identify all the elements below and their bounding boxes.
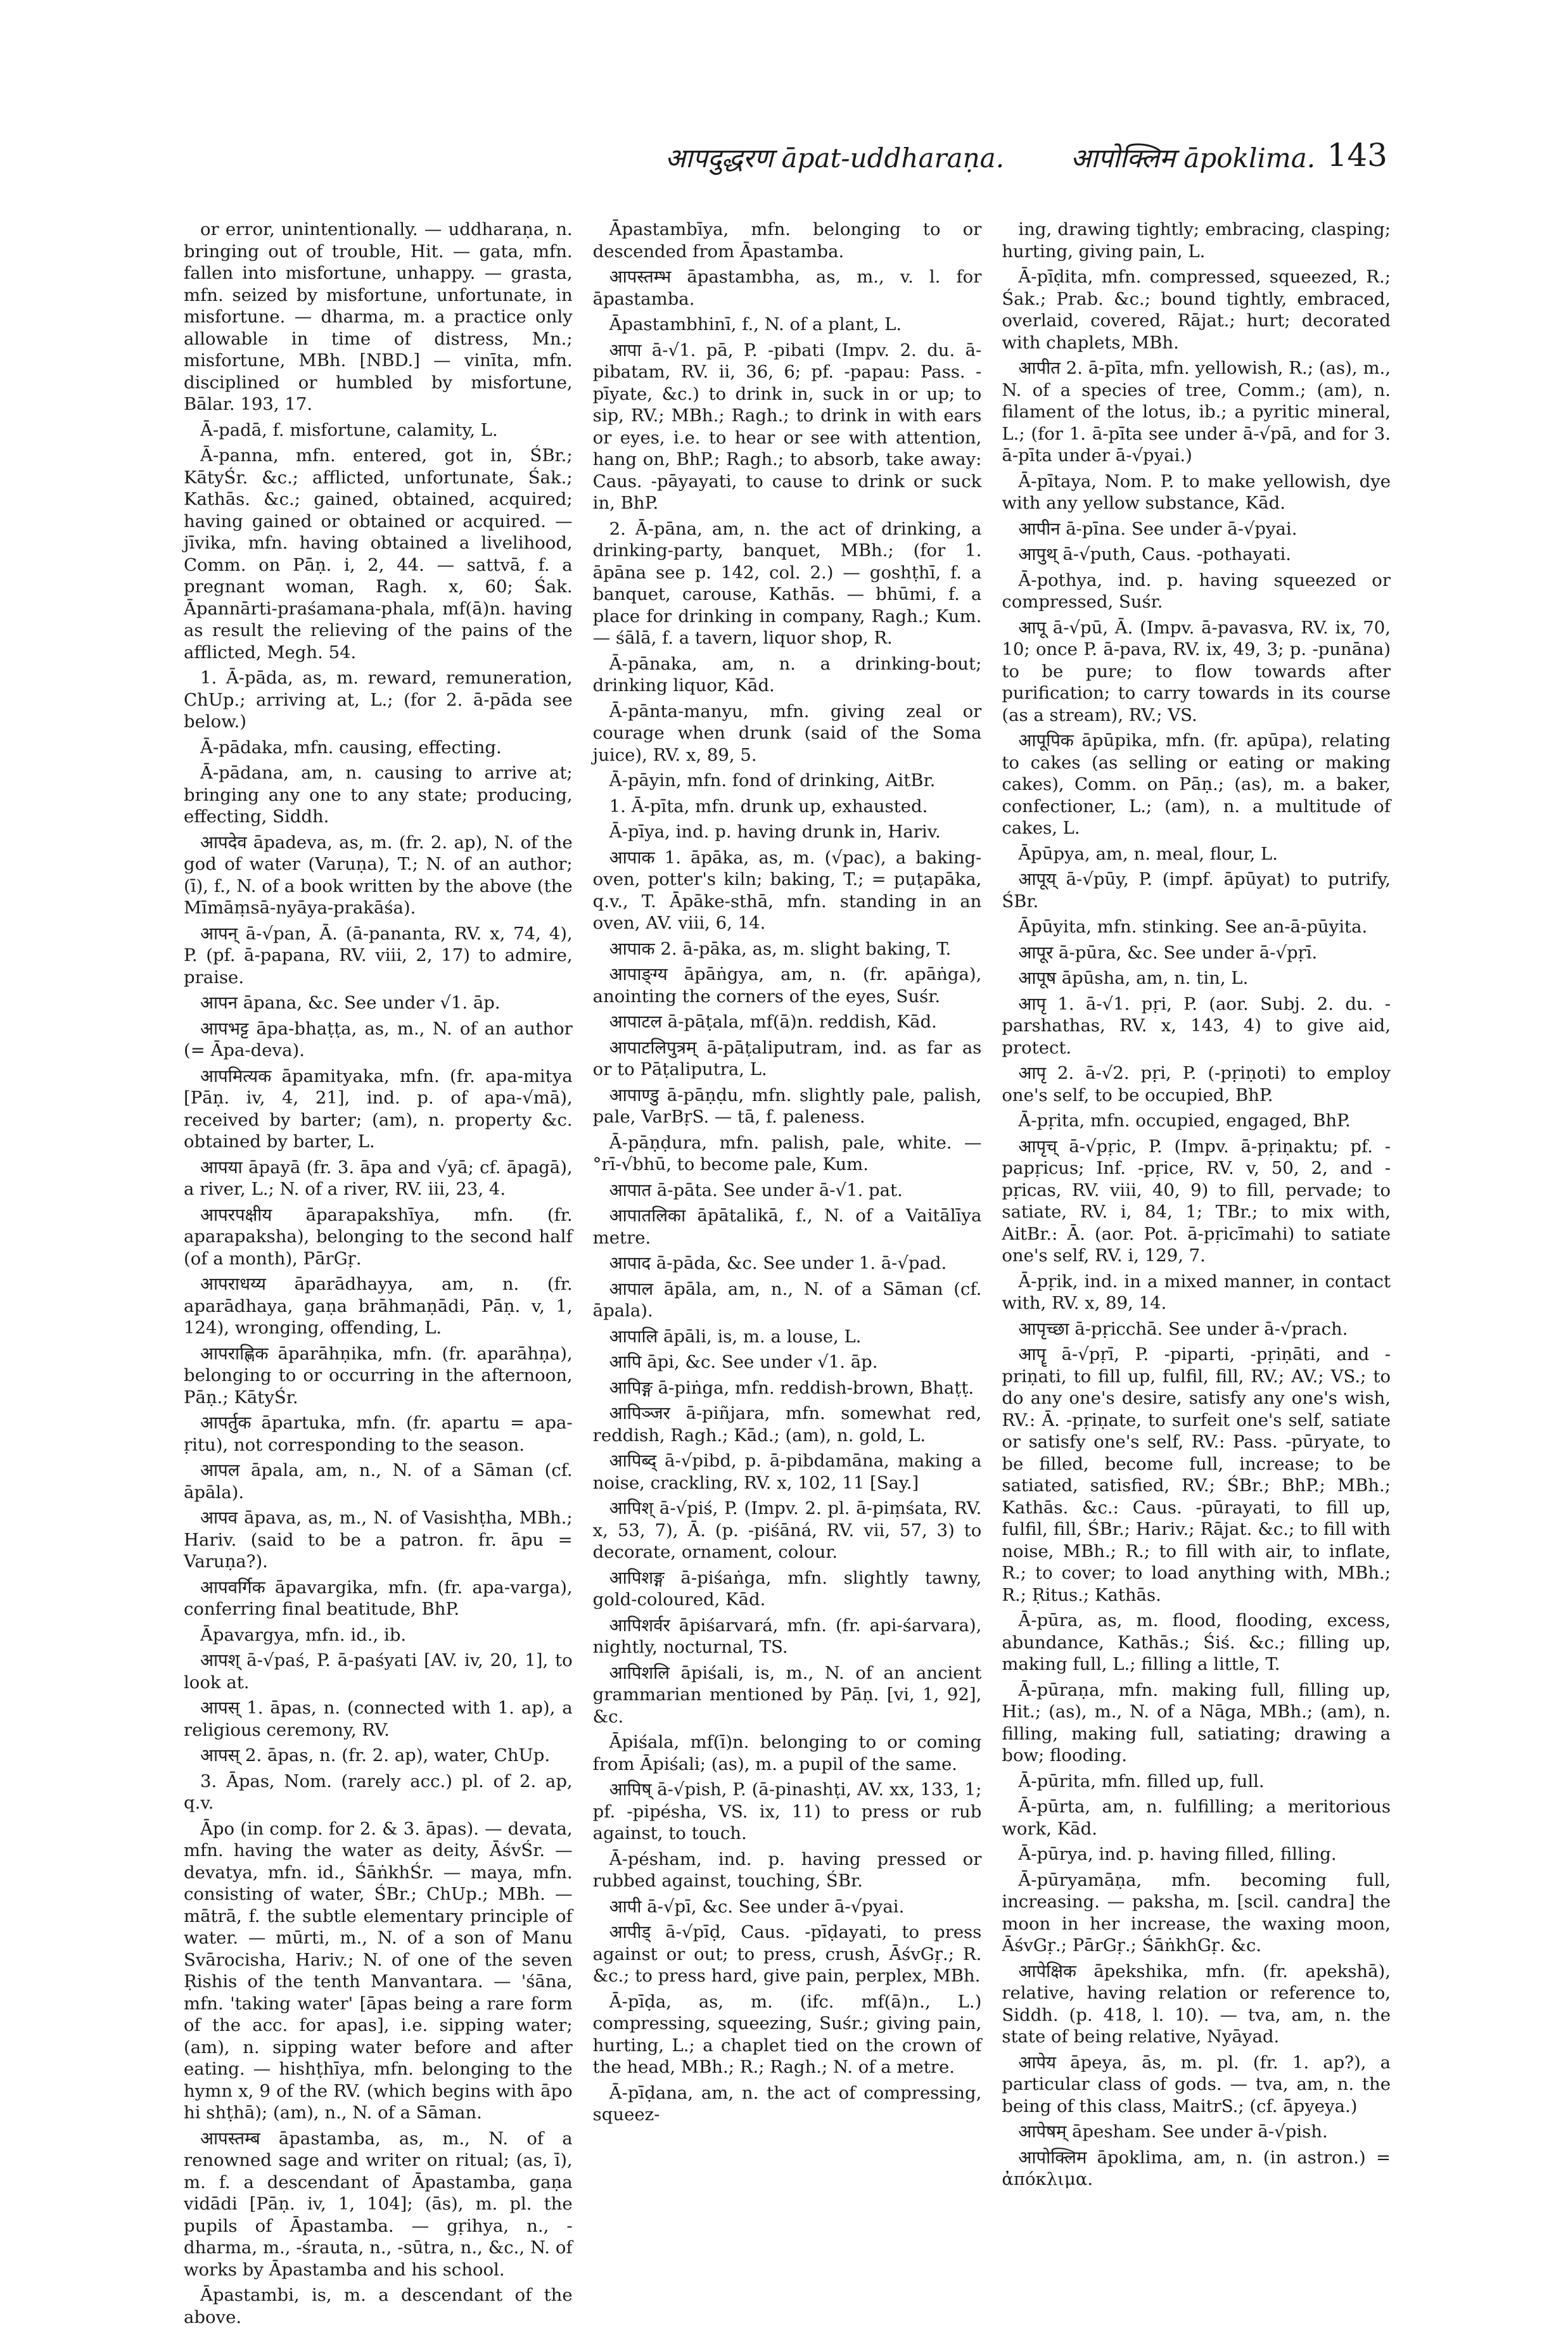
- dictionary-entry: आपीत 2. ā-pīta, mfn. yellowish, R.; (as), m., N. of a species of tree, Comm.; (am), n. filament of the lotus, ib.; a pyritic mineral, L.; (for 1. ā-pīta see under ā-√pā, and for 3. ā-pīta under ā-√pyai.): [1002, 358, 1391, 466]
- dictionary-entry: आपराह्णिक āparāhṇika, mfn. (fr. aparāhṇa), belonging to or occurring in the afternoon, Pāṇ.; KātyŚr.: [184, 1343, 573, 1408]
- dictionary-entry: Ā-pītaya, Nom. P. to make yellowish, dye with any yellow substance, Kād.: [1002, 471, 1391, 513]
- right-running-head: आपोक्लिम āpoklima.: [1071, 143, 1316, 174]
- dictionary-entry: आपोक्लिम āpoklima, am, n. (in astron.) = ἀπόκλιμα.: [1002, 2147, 1391, 2189]
- dictionary-entry: Ā-pānta-manyu, mfn. giving zeal or courage when drunk (said of the Soma juice), RV. x, 89, 5.: [592, 701, 982, 765]
- dictionary-entry: Āpo (in comp. for 2. & 3. āpas). — devata, mfn. having the water as deity, ĀśvŚr. — devatya, mfn. id., ŚāṅkhŚr. — maya, mfn. consisting of water, ŚBr.; ChUp.; MBh. — mātrā, f. the subtle elementary principle of water. — mūrti, m., N. of a son of Manu Svārocisha, Hariv.; N. of one of the seven Ṛishis of the tenth Manvantara. — 'śāna, mfn. 'taking water' [āpas being a rare form of the acc. for apas], i.e. sipping water; (am), n. sipping water before and after eating. — hishṭhīya, mfn. belonging to the hymn x, 9 of the RV. (which begins with āpo hi shṭhā); (am), n., N. of a Sāman.: [184, 1818, 573, 2123]
- dictionary-entry: Ā-panna, mfn. entered, got in, ŚBr.; KātyŚr. &c.; afflicted, unfortunate, Śak.; Kathās. &c.; gained, obtained, acquired; having gained or obtained or acquired. — jīvika, mfn. having obtained a livelihood, Comm. on Pāṇ. i, 2, 44. — sattvā, f. a pregnant woman, Ragh. x, 60; Śak. Āpannārti-praśamana-phala, mf(ā)n. having as result the relieving of the pains of the afflicted, Megh. 54.: [184, 445, 573, 663]
- dictionary-entry: Āpiśala, mf(ī)n. belonging to or coming from Āpiśali; (as), m. a pupil of the same.: [592, 1732, 982, 1774]
- dictionary-entry: आपवर्गिक āpavargika, mfn. (fr. apa-varga), conferring final beatitude, BhP.: [184, 1577, 573, 1619]
- dictionary-entry: आपू ā-√pū, Ā. (Impv. ā-pavasva, RV. ix, 70, 10; once P. ā-pava, RV. ix, 49, 3; p. -punāna) to be pure; to flow towards after purification; to carry towards in its course (as a stream), RV.; VS.: [1002, 617, 1391, 725]
- dictionary-entry: Ā-pūrta, am, n. fulfilling; a meritorious work, Kād.: [1002, 1797, 1391, 1839]
- dictionary-entry: Ā-pīya, ind. p. having drunk in, Hariv.: [609, 822, 941, 842]
- dictionary-entry: आपी ā-√pī, &c. See under ā-√pyai.: [609, 1896, 905, 1917]
- dictionary-entry: आपाक 1. āpāka, as, m. (√pac), a baking-oven, potter's kiln; baking, T.; = puṭapāka, q.v., T. Āpāke-sthā, mfn. standing in an oven, AV. viii, 6, 14.: [592, 847, 982, 933]
- dictionary-entry: Ā-pésham, ind. p. having pressed or rubbed against, touching, ŚBr.: [592, 1848, 982, 1891]
- dictionary-entry: आपालि āpāli, is, m. a louse, L.: [609, 1326, 862, 1347]
- dictionary-entry: आपात ā-pāta. See under ā-√1. pat.: [609, 1180, 903, 1200]
- dictionary-entry: Āpavargya, mfn. id., ib.: [200, 1624, 407, 1645]
- dictionary-entry: आपिश् ā-√piś, P. (Impv. 2. pl. ā-piṃśata, RV. x, 53, 7), Ā. (p. -piśāná, RV. vii, 57, 3) to decorate, ornament, colour.: [592, 1498, 982, 1562]
- dictionary-entry: आपूय् ā-√pūy, P. (impf. āpūyat) to putrify, ŚBr.: [1002, 869, 1391, 912]
- dictionary-entry: आपीड् ā-√pīḍ, Caus. -pīḍayati, to press against or out; to press, crush, ĀśvGṛ.; R. &c.; to press hard, give pain, perplex, MBh.: [592, 1922, 982, 1986]
- dictionary-entry: आपिशलि āpiśali, is, m., N. of an ancient grammarian mentioned by Pāṇ. [vi, 1, 92], &c.: [592, 1662, 982, 1727]
- columns: [184, 219, 1391, 2327]
- dictionary-entry: आपस् 1. āpas, n. (connected with 1. ap), a religious ceremony, RV.: [184, 1698, 573, 1740]
- dictionary-entry: Ā-pūrya, ind. p. having filled, filling.: [1018, 1844, 1337, 1864]
- column-2: [593, 219, 982, 2170]
- dictionary-entry: आपाटलिपुत्रम् ā-pāṭaliputram, ind. as far as or to Pāṭaliputra, L.: [592, 1037, 982, 1079]
- dictionary-entry: Ā-pūra, as, m. flood, flooding, excess, abundance, Kathās.; Śiś. &c.; filling up, making full, L.; filling a little, T.: [1002, 1610, 1391, 1674]
- dictionary-entry: आपाटल ā-pāṭala, mf(ā)n. reddish, Kād.: [609, 1012, 937, 1032]
- dictionary-entry: Ā-pīḍa, as, m. (ifc. mf(ā)n., L.) compressing, squeezing, Suśr.; giving pain, hurting, L.; a chaplet tied on the crown of the head, MBh.; R.; Ragh.; N. of a metre.: [592, 1991, 982, 2077]
- dictionary-entry: Āpūyita, mfn. stinking. See an-ā-pūyita.: [1018, 917, 1368, 937]
- dictionary-entry: Āpastambīya, mfn. belonging to or descended from Āpastamba.: [592, 219, 982, 262]
- dictionary-entry: Ā-pṛita, mfn. occupied, engaged, BhP.: [1018, 1110, 1351, 1131]
- dictionary-entry: आपव āpava, as, m., N. of Vasishṭha, MBh.; Hariv. (said to be a patron. fr. āpu = Varuṇa?).: [184, 1508, 573, 1572]
- dictionary-entry: आपुथ् ā-√puth, Caus. -pothayati.: [1018, 544, 1292, 564]
- dictionary-entry: आपर्तुक āpartuka, mfn. (fr. apartu = apa-ṛitu), not corresponding to the season.: [184, 1413, 573, 1455]
- dictionary-entry: Ā-pāṇḍura, mfn. palish, pale, white. — °rī-√bhū, to become pale, Kum.: [592, 1132, 982, 1174]
- dictionary-entry: आपाल āpāla, am, n., N. of a Sāman (cf. āpala).: [592, 1278, 982, 1321]
- dictionary-entry: आपया āpayā (fr. 3. āpa and √yā; cf. āpagā), a river, L.; N. of a river, RV. iii, 23, 4.: [184, 1157, 573, 1199]
- dictionary-entry: आपाङ्ग्य āpāṅgya, am, n. (fr. apāṅga), anointing the corners of the eyes, Suśr.: [592, 964, 982, 1007]
- dictionary-entry: Ā-pūraṇa, mfn. making full, filling up, Hit.; (as), m., N. of a Nāga, MBh.; (am), n. filling, making full, satiating; drawing a bow; flooding.: [1002, 1679, 1391, 1765]
- left-running-head: आपदुद्धरण āpat-uddharaṇa.: [665, 143, 1005, 174]
- dictionary-entry: Āpūpya, am, n. meal, flour, L.: [1018, 843, 1278, 864]
- dictionary-entry: आपस्तम्भ āpastambha, as, m., v. l. for āpastamba.: [592, 267, 982, 309]
- dictionary-entry: ing, drawing tightly; embracing, clasping; hurting, giving pain, L.: [1002, 219, 1391, 262]
- dictionary-entry: आपदेव āpadeva, as, m. (fr. 2. ap), N. of the god of water (Varuṇa), T.; N. of an author; (ī), f., N. of a book written by the above (the Mīmāṃsā-nyāya-prakāśa).: [184, 832, 573, 918]
- dictionary-entry: Ā-pānaka, am, n. a drinking-bout; drinking liquor, Kād.: [592, 653, 982, 696]
- dictionary-entry: आपन् ā-√pan, Ā. (ā-pananta, RV. x, 74, 4), P. (pf. ā-papana, RV. viii, 2, 17) to admire, praise.: [184, 923, 573, 988]
- dictionary-entry: Āpastambi, is, m. a descendant of the above.: [184, 2285, 573, 2327]
- dictionary-entry: आपस् 2. āpas, n. (fr. 2. ap), water, ChUp.: [200, 1745, 551, 1765]
- dictionary-entry: Ā-pāyin, mfn. fond of drinking, AitBr.: [609, 770, 936, 791]
- dictionary-entry: आपा ā-√1. pā, P. -pibati (Impv. 2. du. ā-pibatam, RV. ii, 36, 6; pf. -papau: Pass. -pīyate, &c.) to drink in, suck in or up; to sip, RV.; MBh.; Ragh.; to drink in with ears or eyes, i.e. to hear or see with attention, hang on, BhP.; Ragh.; to absorb, take away: Caus. -pāyayati, to cause to drink or suck in, BhP.: [592, 340, 982, 513]
- dictionary-entry: आपृच् ā-√pṛic, P. (Impv. ā-pṛiṇaktu; pf. -papṛicus; Inf. -pṛice, RV. v, 50, 2, and -pṛicas, RV. viii, 40, 9) to fill, pervade; to satiate, RV. i, 84, 1; TBr.; to mix with, AitBr.: Ā. (aor. Pot. ā-pṛicīmahi) to satiate one's self, RV. i, 129, 7.: [1002, 1136, 1391, 1266]
- dictionary-entry: Ā-pīḍita, mfn. compressed, squeezed, R.; Śak.; Prab. &c.; bound tightly, embraced, overlaid, covered, Rājat.; hurt; decorated with chaplets, MBh.: [1002, 267, 1391, 353]
- dictionary-entry: आपाण्डु ā-pāṇḍu, mfn. slightly pale, palish, pale, VarBṛS. — tā, f. paleness.: [592, 1084, 982, 1127]
- dictionary-entry: आपल āpala, am, n., N. of a Sāman (cf. āpāla).: [184, 1460, 573, 1503]
- dictionary-entry: आपिशङ्ग ā-piśaṅga, mfn. slightly tawny, gold-coloured, Kād.: [592, 1567, 982, 1610]
- dictionary-entry: आपन āpana, &c. See under √1. āp.: [200, 993, 500, 1013]
- dictionary-entry: आपृ 1. ā-√1. pṛi, P. (aor. Subj. 2. du. -parshathas, RV. x, 143, 4) to give aid, protect.: [1002, 993, 1391, 1058]
- dictionary-entry: आपृ 2. ā-√2. pṛi, P. (-pṛiṇoti) to employ one's self, to be occupied, BhP.: [1002, 1063, 1391, 1105]
- dictionary-entry: Ā-pūrita, mfn. filled up, full.: [1018, 1771, 1265, 1791]
- page-header: [184, 127, 1387, 184]
- dictionary-entry: आपमित्यक āpamityaka, mfn. (fr. apa-mitya [Pāṇ. iv, 4, 21], ind. p. of apa-√mā), received by barter; (am), n. property &c. obtained by barter, L.: [184, 1065, 573, 1152]
- dictionary-entry: 1. Ā-pīta, mfn. drunk up, exhausted.: [609, 796, 928, 817]
- dictionary-entry: आपातलिका āpātalikā, f., N. of a Vaitālīya metre.: [592, 1205, 982, 1248]
- dictionary-entry: आपिञ्जर ā-piñjara, mfn. somewhat red, reddish, Ragh.; Kād.; (am), n. gold, L.: [592, 1403, 982, 1446]
- dictionary-entry: Ā-pādana, am, n. causing to arrive at; bringing any one to any state; producing, effecting, Siddh.: [184, 763, 573, 827]
- dictionary-entry: आपि āpi, &c. See under √1. āp.: [609, 1352, 878, 1372]
- dictionary-entry: आपॄ ā-√pṛī, P. -piparti, -pṛiṇāti, and -priṇati, to fill up, fulfil, fill, RV.; AV.; VS.; to do any one's desire, satisfy any one's wish, RV.: Ā. -pṛiṇate, to surfeit one's self, satiate or satisfy one's self, RV.: Pass. -pūryate, to be filled, become full, increase; to be satiated, satisfied, RV.; ŚBr.; BhP.; MBh.; Kathās. &c.: Caus. -pūrayati, to fill up, fulfil, fill, ŚBr.; Hariv.; Rājat. &c.; to fill with noise, MBh.; R.; to fill with air, to inflate, R.; to cover; to load anything with, MBh.; R.; Ṛitus.; Kathās.: [1002, 1344, 1391, 1605]
- column-1: [184, 219, 573, 2327]
- dictionary-entry: आपूर ā-pūra, &c. See under ā-√pṛī.: [1018, 942, 1318, 963]
- dictionary-entry: आपिब्द् ā-√pibd, p. ā-pibdamāna, making a noise, crackling, RV. x, 102, 11 [Say.]: [592, 1451, 982, 1493]
- dictionary-entry: 3. Āpas, Nom. (rarely acc.) pl. of 2. ap, q.v.: [184, 1771, 573, 1813]
- dictionary-entry: आपिङ्ग ā-piṅga, mfn. reddish-brown, Bhaṭṭ.: [609, 1377, 974, 1398]
- dictionary-entry: आपीन ā-pīna. See under ā-√pyai.: [1018, 518, 1297, 539]
- dictionary-entry: आपेय āpeya, ās, m. pl. (fr. 1. ap?), a particular class of gods. — tva, am, n. the being of this class, MaitrS.; (cf. āpyeya.): [1002, 2052, 1391, 2116]
- dictionary-entry: आपरपक्षीय āparapakshīya, mfn. (fr. aparapaksha), belonging to the second half (of a month), PārGṛ.: [184, 1204, 573, 1269]
- dictionary-entry: Ā-pothya, ind. p. having squeezed or compressed, Suśr.: [1002, 569, 1391, 612]
- dictionary-entry: Āpastambhinī, f., N. of a plant, L.: [609, 314, 902, 334]
- dictionary-entry: आपाक 2. ā-pāka, as, m. slight baking, T.: [609, 938, 952, 959]
- dictionary-entry: आपूपिक āpūpika, mfn. (fr. apūpa), relating to cakes (as selling or eating or making cakes), Comm. on Pāṇ.; (as), m. a baker, confectioner, L.; (am), n. a multitude of cakes, L.: [1002, 730, 1391, 838]
- dictionary-entry: Ā-pūryamāṇa, mfn. becoming full, increasing. — paksha, m. [scil. candra] the moon in her increase, the waxing moon, ĀśvGṛ.; PārGṛ.; ŚāṅkhGṛ. &c.: [1002, 1869, 1391, 1956]
- dictionary-entry: Ā-pādaka, mfn. causing, effecting.: [200, 737, 502, 758]
- dictionary-entry: Ā-pīḍana, am, n. the act of compressing, squeez-: [592, 2082, 982, 2125]
- dictionary-entry: आपृच्छा ā-pṛicchā. See under ā-√prach.: [1018, 1318, 1348, 1339]
- column-3: [1002, 219, 1391, 2189]
- dictionary-entry: Ā-pṛik, ind. in a mixed manner, in contact with, RV. x, 89, 14.: [1002, 1271, 1391, 1313]
- page-number: 143: [1327, 137, 1387, 174]
- dictionary-entry: or error, unintentionally. — uddharaṇa, n. bringing out of trouble, Hit. — gata, mfn. fallen into misfortune, unhappy. — grasta, mfn. seized by misfortune, unfortunate, in misfortune. — dharma, m. a practice only allowable in time of distress, Mn.; misfortune, MBh. [NBD.] — vinīta, mfn. disciplined or humbled by misfortune, Bālar. 193, 17.: [184, 219, 573, 414]
- dictionary-entry: आपिष् ā-√pish, P. (ā-pinashṭi, AV. xx, 133, 1; pf. -pipésha, VS. ix, 11) to press or rub against, to touch.: [592, 1779, 982, 1843]
- dictionary-entry: आपराधय्य āparādhayya, am, n. (fr. aparādhaya, gaṇa brāhmaṇādi, Pāṇ. v, 1, 124), wronging, offending, L.: [184, 1274, 573, 1338]
- dictionary-entry: आपेषम् āpesham. See under ā-√pish.: [1018, 2121, 1328, 2142]
- dictionary-entry: आपेक्षिक āpekshika, mfn. (fr. apekshā), relative, having relation or reference to, Siddh. (p. 418, l. 10). — tva, am, n. the state of being relative, Nyāyad.: [1002, 1961, 1391, 2047]
- dictionary-entry: आपूष āpūsha, am, n. tin, L.: [1018, 968, 1249, 988]
- dictionary-entry: 2. Ā-pāna, am, n. the act of drinking, a drinking-party, banquet, MBh.; (for 1. āpāna see p. 142, col. 2.) — goshṭhī, f. a banquet, carouse, Kathās. — bhūmi, f. a place for drinking in company, Ragh.; Kum. — śālā, f. a tavern, liquor shop, R.: [592, 518, 982, 648]
- dictionary-entry: 1. Ā-pāda, as, m. reward, remuneration, ChUp.; arriving at, L.; (for 2. ā-pāda see below.): [184, 668, 573, 732]
- dictionary-entry: आपाद ā-pāda, &c. See under 1. ā-√pad.: [609, 1253, 947, 1273]
- dictionary-entry: आपश् ā-√paś, P. ā-paśyati [AV. iv, 20, 1], to look at.: [184, 1650, 573, 1693]
- dictionary-entry: आपभट्ट āpa-bhaṭṭa, as, m., N. of an author (= Āpa-deva).: [184, 1018, 573, 1060]
- dictionary-entry: Ā-padā, f. misfortune, calamity, L.: [200, 419, 498, 440]
- dictionary-entry: आपिशर्वर āpiśarvará, mfn. (fr. api-śarvara), nightly, nocturnal, TS.: [592, 1615, 982, 1657]
- dictionary-entry: आपस्तम्ब āpastamba, as, m., N. of a renowned sage and writer on ritual; (as, ī), m. f. a descendant of Āpastamba, gaṇa vidādi [Pāṇ. iv, 1, 104]; (ās), m. pl. the pupils of Āpastamba. — gṛihya, n., -dharma, m., -śrauta, n., -sūtra, n., &c., N. of works by Āpastamba and his school.: [184, 2128, 573, 2280]
